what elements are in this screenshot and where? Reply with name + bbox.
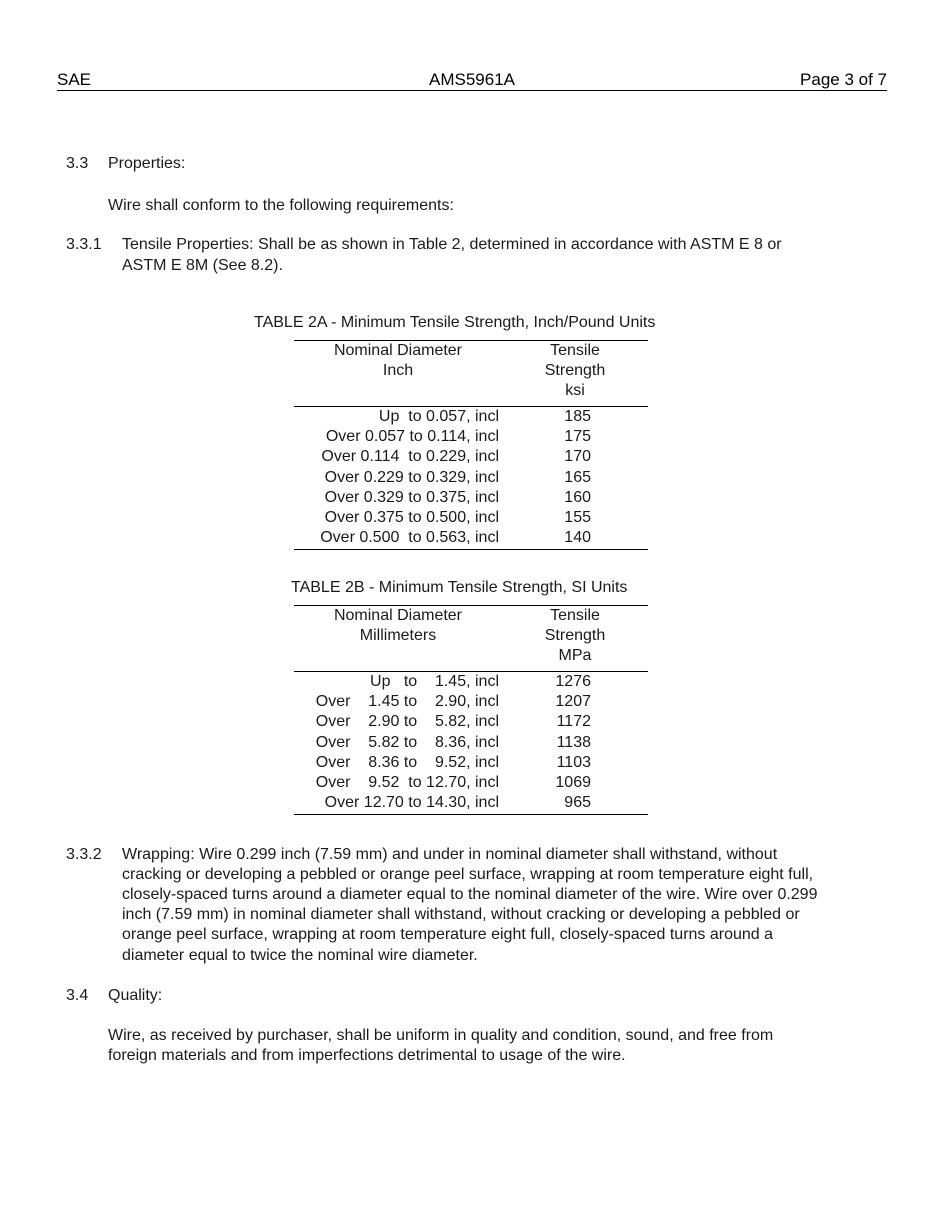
section-3-3-2-line: Wrapping: Wire 0.299 inch (7.59 mm) and under in nominal diameter shall withstand, without — [122, 846, 778, 863]
section-3-4-line: foreign materials and from imperfections detrimental to usage of the wire. — [108, 1047, 626, 1064]
diameter-range-cell: Up to 0.057, incl — [378, 408, 499, 426]
header-line: Strength — [544, 362, 606, 379]
diameter-range-cell: Over 9.52 to 12.70, incl — [315, 774, 499, 792]
table-row — [294, 773, 648, 793]
section-3-4-line: Wire, as received by purchaser, shall be uniform in quality and condition, sound, and free from — [108, 1027, 774, 1044]
header-line: Millimeters — [359, 627, 437, 644]
diameter-range-cell: Up to 1.45, incl — [370, 673, 499, 691]
diameter-range-cell: Over 0.057 to 0.114, incl — [325, 428, 499, 446]
section-3-4-number: 3.4 — [66, 987, 89, 1004]
table-2a — [294, 340, 648, 550]
table-header-row — [294, 606, 648, 672]
diameter-range-cell: Over 12.70 to 14.30, incl — [294, 793, 502, 815]
header-line: ksi — [565, 382, 585, 399]
table-2b-caption: TABLE 2B - Minimum Tensile Strength, SI Units — [291, 579, 628, 596]
table-row — [294, 407, 648, 428]
strength-cell: 1069 — [555, 774, 591, 792]
diameter-range-cell: Over 8.36 to 9.52, incl — [315, 753, 499, 771]
table-row — [294, 447, 648, 467]
table-row — [294, 488, 648, 508]
diameter-range-cell: Over 0.229 to 0.329, incl — [324, 468, 499, 486]
strength-cell: 155 — [564, 509, 591, 527]
strength-cell: 1207 — [555, 693, 591, 711]
header-line: MPa — [558, 647, 592, 664]
diameter-range-cell: Over 1.45 to 2.90, incl — [315, 693, 499, 711]
header-line: Tensile — [550, 342, 600, 359]
header-document-id: AMS5961A — [429, 70, 515, 89]
section-3-3-1-line: Tensile Properties: Shall be as shown in Table 2, determined in accordance with ASTM E 8 or — [122, 236, 782, 253]
strength-cell: 140 — [502, 528, 648, 550]
column-header-nominal-diameter — [294, 606, 502, 672]
table-row — [294, 793, 648, 815]
section-3-3-2-line: orange peel surface, wrapping at room temperature eight full, closely-spaced turns around a — [122, 926, 774, 943]
header-page-number: Page 3 of 7 — [800, 70, 887, 89]
header-line: Strength — [544, 627, 606, 644]
section-3-3-2-line: diameter equal to twice the nominal wire diameter. — [122, 947, 478, 964]
strength-cell: 965 — [502, 793, 648, 815]
strength-cell: 1172 — [556, 713, 591, 731]
table-row — [294, 753, 648, 773]
strength-cell: 160 — [564, 488, 591, 506]
diameter-range-cell: Over 5.82 to 8.36, incl — [315, 733, 499, 751]
table-row — [294, 468, 648, 488]
column-header-nominal-diameter — [294, 341, 502, 407]
header-line: Nominal Diameter — [333, 342, 463, 359]
column-header-tensile-strength — [502, 606, 648, 672]
table-row — [294, 733, 648, 753]
section-3-3-2-line: closely-spaced turns around a diameter equal to the nominal diameter of the wire. Wire over 0.299 — [122, 886, 818, 903]
header-line: Nominal Diameter — [333, 607, 463, 624]
strength-cell: 1103 — [556, 753, 591, 771]
strength-cell: 165 — [564, 468, 591, 486]
table-row — [294, 427, 648, 447]
section-3-3-2-line: cracking or developing a pebbled or orange peel surface, wrapping at room temperature eight full, — [122, 866, 814, 883]
table-row — [294, 508, 648, 528]
header-line: Tensile — [550, 607, 600, 624]
section-3-3-number: 3.3 — [66, 155, 89, 172]
diameter-range-cell: Over 0.500 to 0.563, incl — [294, 528, 502, 550]
table-row — [294, 692, 648, 712]
strength-cell: 185 — [564, 408, 591, 426]
table-header-row — [294, 341, 648, 407]
diameter-range-cell: Over 0.329 to 0.375, incl — [324, 488, 499, 506]
section-3-3-2-number: 3.3.2 — [66, 846, 102, 863]
strength-cell: 175 — [564, 428, 591, 446]
table-2b — [294, 605, 648, 815]
diameter-range-cell: Over 0.375 to 0.500, incl — [324, 509, 499, 527]
page-header — [57, 70, 887, 91]
header-line: Inch — [382, 362, 414, 379]
section-3-3-intro: Wire shall conform to the following requirements: — [108, 197, 454, 214]
table-row — [294, 672, 648, 693]
table-2a-caption: TABLE 2A - Minimum Tensile Strength, Inch/Pound Units — [254, 314, 656, 331]
section-3-3-2-line: inch (7.59 mm) in nominal diameter shall withstand, without cracking or developing a pebbled or — [122, 906, 800, 923]
table-row — [294, 712, 648, 732]
strength-cell: 1138 — [556, 733, 591, 751]
diameter-range-cell: Over 0.114 to 0.229, incl — [321, 448, 499, 466]
section-3-4-title: Quality: — [108, 987, 163, 1004]
strength-cell: 170 — [564, 448, 591, 466]
header-organization: SAE — [57, 70, 92, 89]
strength-cell: 1276 — [555, 673, 591, 691]
column-header-tensile-strength — [502, 341, 648, 407]
table-row — [294, 528, 648, 550]
section-3-3-1-line: ASTM E 8M (See 8.2). — [122, 257, 283, 274]
diameter-range-cell: Over 2.90 to 5.82, incl — [315, 713, 499, 731]
section-3-3-1-number: 3.3.1 — [66, 236, 102, 253]
section-3-3-title: Properties: — [108, 155, 186, 172]
